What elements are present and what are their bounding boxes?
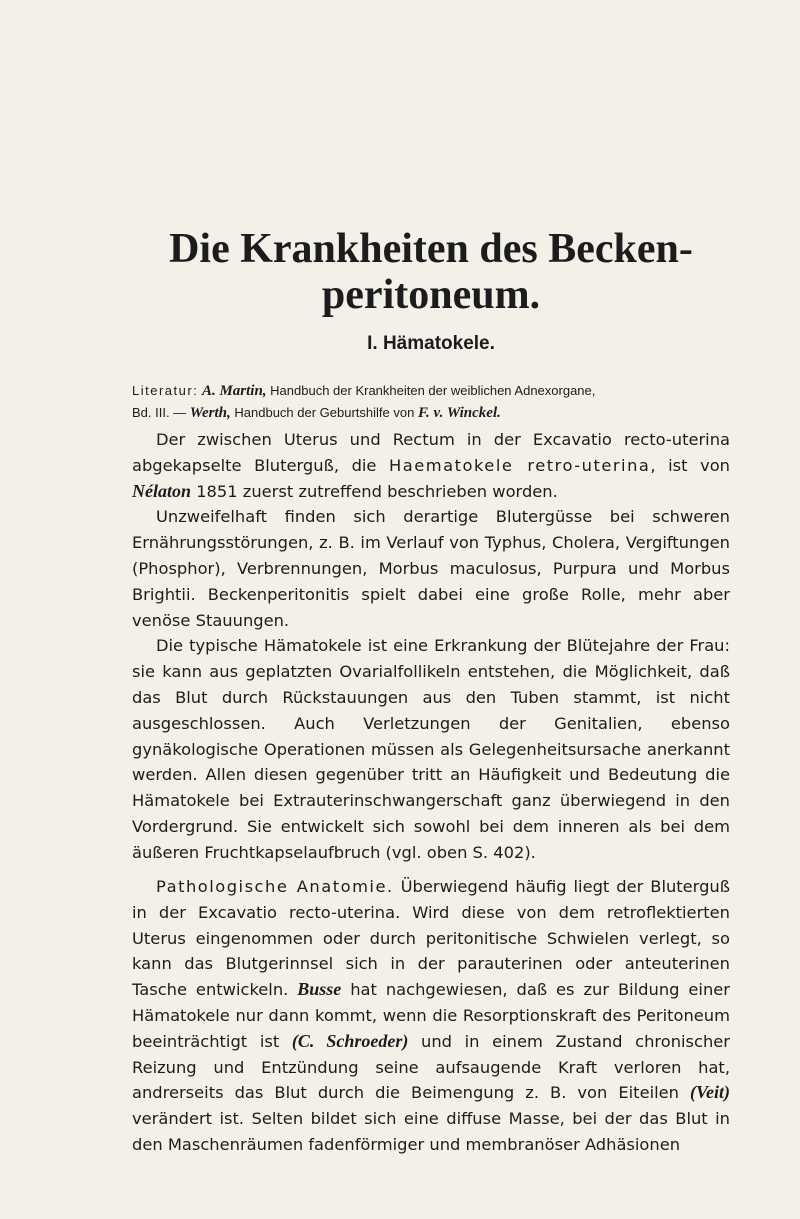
literature-volume: Bd. III. — — [132, 405, 190, 420]
author-schroeder: (C. Schroeder) — [291, 1030, 409, 1051]
literature-work-2: Handbuch der Geburtshilfe von — [230, 405, 418, 420]
literature-line-2 — [132, 402, 730, 424]
chapter-title-line-1: Die Krankheiten des Becken- — [169, 226, 693, 272]
paragraph-4 — [132, 874, 730, 1158]
chapter-title-line-2: peritoneum. — [321, 272, 541, 318]
literature-author-martin: A. Martin, — [201, 383, 267, 399]
literature-reference — [132, 380, 730, 424]
author-veit: (Veit) — [690, 1082, 730, 1103]
literature-work-1: Handbuch der Krankheiten der weiblichen Adnexorgane, — [266, 383, 596, 398]
paragraph-1-text-c: , ist von — [650, 455, 730, 475]
paragraph-4-text-b: Überwiegend häufig liegt der Bluterguß in der Excavatio recto-uterina. Wird diese von dem retroflektierten Uterus eingenommen oder durch peritonitische Schwielen verlegt, so kann das Blutgerinnsel sich in der parauterinen oder anteuterinen Tasche entwickeln. — [132, 877, 730, 1000]
term-pathologische-anatomie: Pathologische Anatomie. — [156, 877, 394, 896]
paragraph-4-text-f: und in einem Zustand chronischer Reizung und Entzündung seine aufsaugende Kraft verloren hat, andrerseits das Blut durch die Beimengung z. B. von Eiteilen — [132, 1031, 730, 1103]
body-text-intro — [132, 427, 730, 866]
paragraph-1-text-e: 1851 zuerst zutreffend beschrieben worden. — [191, 481, 558, 501]
term-haematokele: Haematokele retro-uterina — [389, 455, 651, 475]
section-heading: I. Hämatokele. — [367, 333, 495, 354]
literature-line-1 — [132, 380, 730, 402]
body-text-pathology — [132, 874, 730, 1158]
paragraph-1 — [132, 427, 730, 504]
author-busse: Busse — [297, 979, 342, 1000]
paragraph-1-text-a: Der zwischen Uterus und Rectum in der Excavatio recto-uterina abgekapselte Bluterguß, die — [132, 430, 730, 475]
paragraph-4-text-d: hat nachgewiesen, daß es zur Bildung einer Hämatokele nur dann kommt, wenn die Resorptionskraft des Peritoneum beeinträchtigt ist — [132, 980, 730, 1051]
paragraph-3: Die typische Hämatokele ist eine Erkrankung der Blütejahre der Frau: sie kann aus geplatzten Ovarialfollikeln entstehen, die Möglichkeit, daß das Blut durch Rückstauungen aus den Tuben stammt, ist nicht ausgeschlossen. Auch Verletzungen der Genitalien, ebenso gynäkologische Operationen müssen als Gelegenheitsursache anerkannt werden. Allen diesen gegenüber tritt an Häufigkeit und Bedeutung die Hämatokele bei Extrauterinschwangerschaft ganz überwiegend in den Vordergrund. Sie entwickelt sich sowohl bei dem inneren als bei dem äußeren Fruchtkapselaufbruch (vgl. oben S. 402). — [132, 636, 730, 862]
literature-author-werth: Werth, — [189, 405, 231, 421]
literature-author-winckel: F. v. Winckel. — [417, 405, 501, 421]
literature-label: Literatur: — [132, 383, 199, 398]
paragraph-2: Unzweifelhaft finden sich derartige Blutergüsse bei schweren Ernährungsstörungen, z. B. im Verlauf von Typhus, Cholera, Vergiftungen (Phosphor), Verbrennungen, Morbus maculosus, Purpura und Morbus Brightii. Beckenperitonitis spielt dabei eine große Rolle, mehr aber venöse Stauungen. — [132, 507, 730, 630]
paragraph-4-text-h: verändert ist. Selten bildet sich eine diffuse Masse, bei der das Blut in den Maschenräumen fadenförmiger und membranöser Adhäsionen — [132, 1109, 730, 1154]
author-nelaton: Nélaton — [132, 480, 192, 501]
chapter-title — [132, 226, 730, 318]
